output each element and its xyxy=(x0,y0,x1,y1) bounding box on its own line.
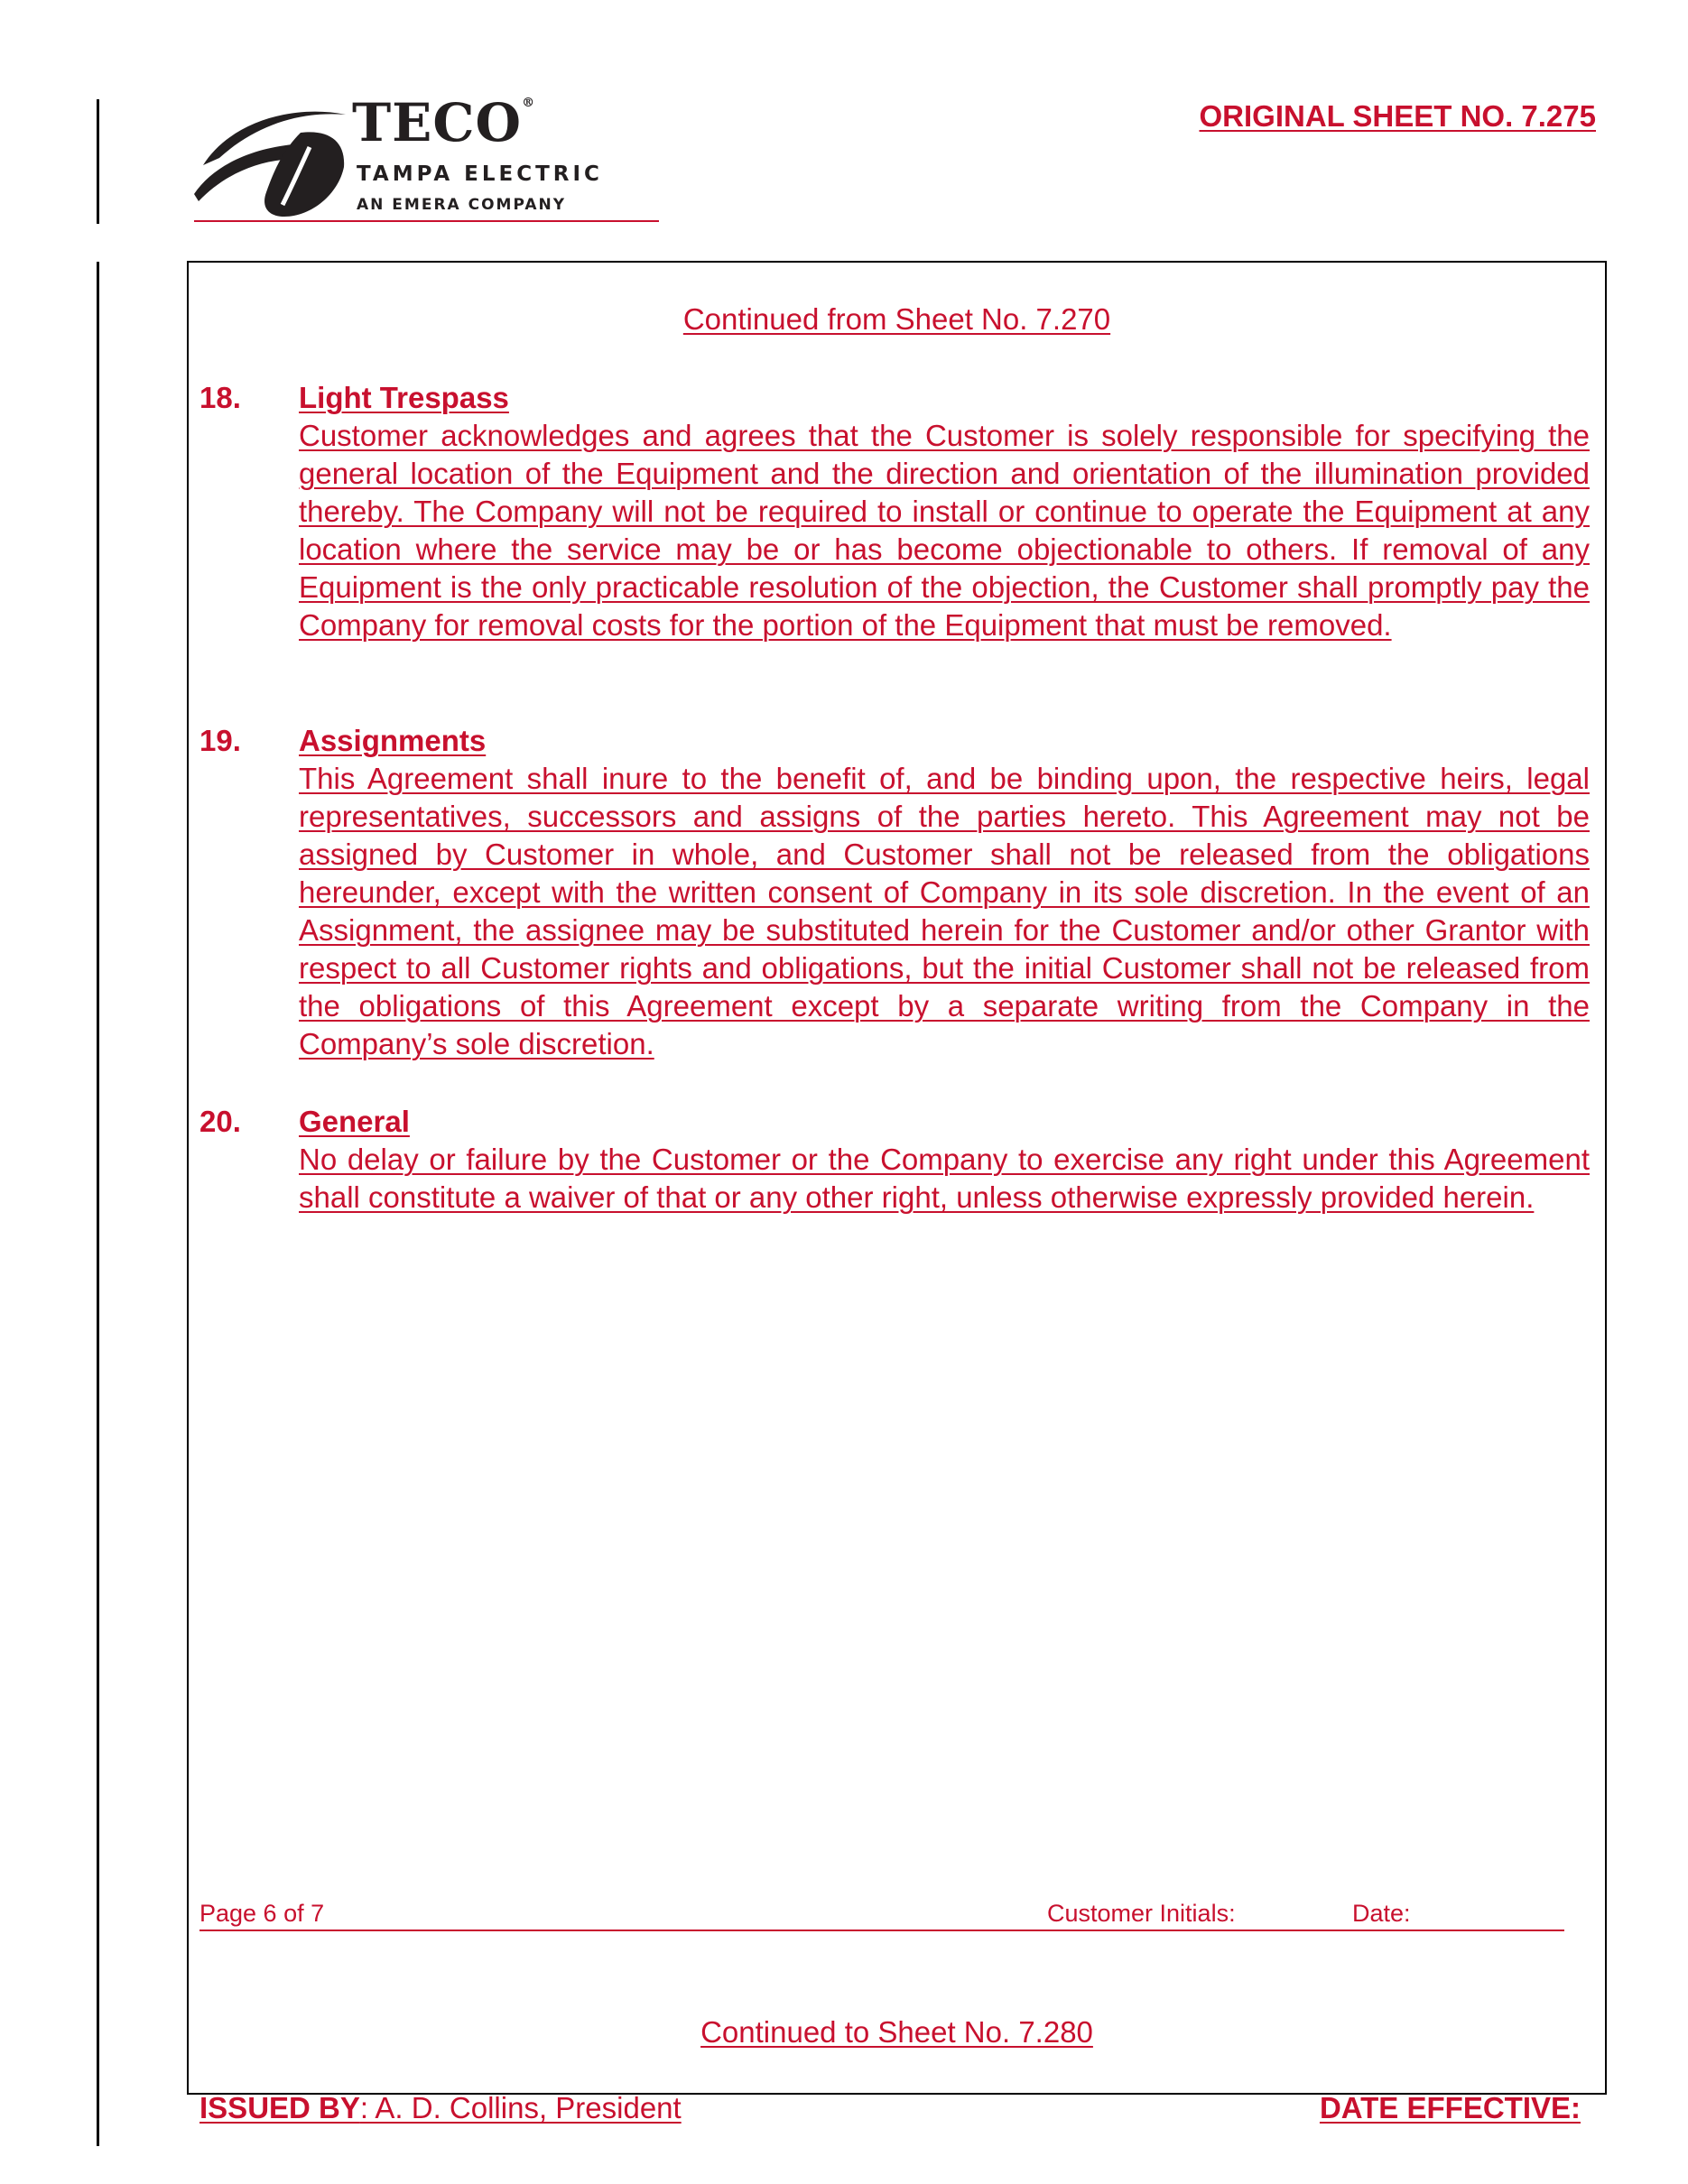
section-body: This Agreement shall inure to the benefit of, and be binding upon, the respective heirs, legal representatives, successors and assigns of the parties hereto. This Agreement may not be assigned by Customer in whole, and Customer shall not be released from the obligations hereunder, except with the written consent of Company in its sole discretion. In the event of an Assignment, the assignee may be substituted herein for the Customer and/or other Grantor with respect to all Customer rights and obligations, but the initial Customer shall not be released from the obligations of this Agreement except by a separate writing from the Company in the Company’s sole discretion. xyxy=(299,762,1590,1060)
logo-company: TAMPA ELECTRIC xyxy=(357,162,603,186)
issued-by xyxy=(199,2091,682,2125)
teco-logo xyxy=(194,92,659,226)
logo-rule xyxy=(194,220,659,222)
customer-initials-label: Customer Initials: xyxy=(1047,1900,1236,1927)
change-bar-main xyxy=(97,262,99,2146)
section-title: General xyxy=(299,1105,410,1138)
section-title: Light Trespass xyxy=(299,381,509,414)
section-number: 20. xyxy=(199,1105,241,1138)
section-title: Assignments xyxy=(299,724,487,757)
section-18 xyxy=(199,379,1590,644)
section-heading xyxy=(199,1103,1590,1141)
section-body: Customer acknowledges and agrees that the Customer is solely responsible for specifying the general location of the Equipment and the direction and orientation of the illumination provided thereby. The Company will not be required to install or continue to operate the Equipment at any location where the service may be or has become objectionable to others. If removal of any Equipment is the only practicable resolution of the objection, the Customer shall promptly pay the Company for removal costs for the portion of the Equipment that must be removed. xyxy=(299,419,1590,642)
change-bar-top xyxy=(97,99,99,224)
registered-mark: ® xyxy=(522,96,536,110)
section-19 xyxy=(199,722,1590,1063)
page-number: Page 6 of 7 xyxy=(199,1900,325,1927)
section-number: 18. xyxy=(199,381,241,414)
continued-to: Continued to Sheet No. 7.280 xyxy=(700,2015,1093,2049)
section-heading xyxy=(199,722,1590,760)
logo-brand: TECO® xyxy=(352,92,536,153)
section-20 xyxy=(199,1103,1590,1217)
section-heading xyxy=(199,379,1590,417)
section-body: No delay or failure by the Customer or the Company to exercise any right under this Agreement shall constitute a waiver of that or any other right, unless otherwise expressly provided herein. xyxy=(299,1143,1590,1214)
date-effective: DATE EFFECTIVE: xyxy=(1319,2091,1581,2124)
issued-by-value: : A. D. Collins, President xyxy=(359,2091,682,2124)
footer-rule xyxy=(199,1930,1564,1931)
sheet-number: ORIGINAL SHEET NO. 7.275 xyxy=(1199,99,1596,133)
issued-by-label: ISSUED BY xyxy=(199,2091,360,2124)
section-number: 19. xyxy=(199,724,241,757)
teco-swoosh-icon xyxy=(194,95,349,217)
logo-parent: AN EMERA COMPANY xyxy=(357,196,567,214)
continued-from: Continued from Sheet No. 7.270 xyxy=(682,302,1111,336)
date-label: Date: xyxy=(1352,1900,1411,1927)
